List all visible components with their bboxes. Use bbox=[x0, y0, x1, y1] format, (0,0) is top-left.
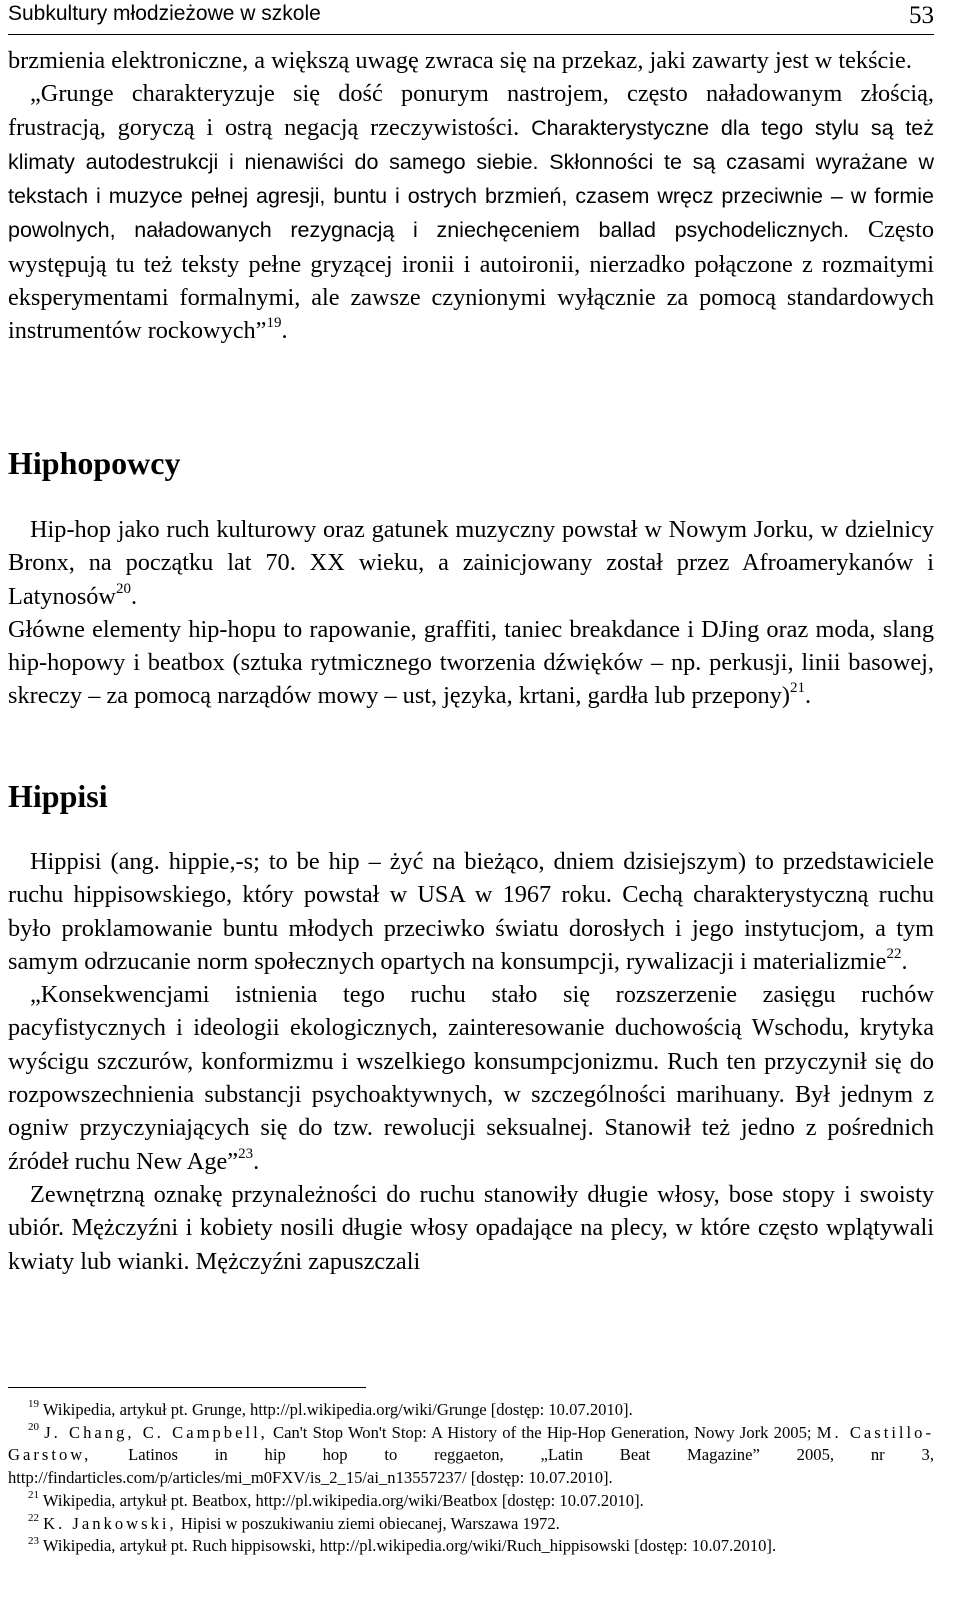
footnote-20 bbox=[8, 1422, 934, 1490]
punctuation: . bbox=[901, 947, 908, 975]
footnote-ref[interactable]: 23 bbox=[238, 1145, 254, 1162]
paragraph bbox=[8, 513, 934, 613]
footnote-number: 23 bbox=[28, 1534, 39, 1547]
paragraph bbox=[8, 845, 934, 978]
footnote-text: Hipisi w poszukiwaniu ziemi obiecanej, Warszawa 1972. bbox=[180, 1513, 560, 1533]
footnote-text: Wikipedia, artykuł pt. Ruch hippisowski, http://pl.wikipedia.org/wiki/Ruch_hippisowski [dostęp: 10.07.2010]. bbox=[42, 1536, 777, 1556]
footnote-number: 22 bbox=[28, 1511, 39, 1524]
paragraph-text: Zewnętrzną oznakę przynależności do ruchu stanowiły długie włosy, bose stopy i swoisty ubiór. Mężczyźni i kobiety nosili długie włosy opadające na plecy, w które często wplątywali kwiaty lub wianki. Mężczyźni zapuszczali bbox=[8, 1180, 934, 1275]
footnote-author: M. Castillo-Garstow, bbox=[8, 1422, 934, 1465]
paragraph-text: Główne elementy hip-hopu to rapowanie, graffiti, taniec breakdance i DJing oraz moda, slang hip-hopowy i beatbox (sztuka rytmicznego tworzenia dźwięków – np. perkusji, linii basowej, skreczy – za pomocą narządów mowy – ust, języka, krtani, gardła lub przepony) bbox=[8, 615, 934, 710]
paragraph-text: „Konsekwencjami istnienia tego ruchu stało się rozszerzenie zasięgu ruchów pacyfistycznych i ideologii ekologicznych, zainteresowanie duchowością Wschodu, krytyka wyścigu szczurów, konformizmu i wszelkiego konsumpcjonizmu. Ruch ten przyczynił się do rozpowszechnienia substancji psychoaktywnych, w szczególności marihuany. Był jednym z ogniw przyczyniających się do tzw. rewolucji seksualnej. Stanowił też jedno z pośrednich źródeł ruchu New Age” bbox=[8, 981, 934, 1175]
page-number: 53 bbox=[909, 2, 934, 29]
footnote-number: 21 bbox=[28, 1489, 39, 1502]
paragraph-text: Często występują tu też teksty pełne gryzącej ironii i autoironii, nierzadko połączone z rozmaitymi eksperymentami formalnymi, ale zawsze czynionymi wyłącznie za pomocą standardowych instrumentów rockowych” bbox=[8, 216, 935, 345]
paragraph-text: „Grunge charakteryzuje się dość ponurym nastrojem, często naładowanym złością, frustracją, goryczą i ostrą negacją rzeczywistości. bbox=[8, 80, 934, 141]
footnote-ref[interactable]: 21 bbox=[789, 680, 805, 697]
paragraph-text: Hip-hop jako ruch kulturowy oraz gatunek muzyczny powstał w Nowym Jorku, w dzielnicy Bronx, na początku lat 70. XX wieku, a zainicjowany został przez Afroamerykanów i Latynosów bbox=[8, 516, 934, 610]
quote-paragraph bbox=[8, 77, 934, 347]
section-hiphop-text bbox=[8, 513, 934, 713]
paragraph bbox=[8, 613, 934, 713]
running-header bbox=[8, 0, 934, 35]
punctuation: . bbox=[281, 317, 288, 345]
footnote-text: Latinos in hip hop to reggaeton, „Latin Beat Magazine” 2005, nr 3, http://findarticles.com/p/articles/mi_m0FXV/is_2_15/ai_n13557237/ [dostęp: 10.07.2010]. bbox=[8, 1445, 934, 1488]
footnote-author: K. Jankowski, bbox=[43, 1513, 177, 1533]
paragraph bbox=[8, 1178, 934, 1278]
section-grunge-text bbox=[8, 44, 934, 348]
footnote-text: Can't Stop Won't Stop: A History of the Hip-Hop Generation, Nowy Jork 2005; bbox=[273, 1422, 812, 1442]
quote-paragraph bbox=[8, 978, 934, 1178]
footnote-text: Wikipedia, artykuł pt. Beatbox, http://pl.wikipedia.org/wiki/Beatbox [dostęp: 10.07.2010]. bbox=[42, 1490, 644, 1510]
footnote-22 bbox=[8, 1513, 934, 1536]
footnote-text: Wikipedia, artykuł pt. Grunge, http://pl.wikipedia.org/wiki/Grunge [dostęp: 10.07.2010]. bbox=[42, 1400, 633, 1419]
punctuation: . bbox=[804, 682, 812, 710]
running-title: Subkultury młodzieżowe w szkole bbox=[8, 2, 321, 25]
footnote-ref[interactable]: 19 bbox=[266, 315, 282, 332]
paragraph bbox=[8, 44, 934, 77]
heading-hippisi: Hippisi bbox=[8, 778, 108, 814]
paragraph-text: Hippisi (ang. hippie,-s; to be hip – żyć na bieżąco, dniem dzisiejszym) to przedstawiciele ruchu hippisowskiego, który powstał w USA w 1967 roku. Cechą charakterystyczną ruchu było proklamowanie buntu młodych przeciwko światu dorosłych i jego instytucjom, a tym samym odrzucanie norm społecznych opartych na konsumpcji, rywalizacji i materializmie bbox=[8, 848, 934, 975]
footnote-number: 20 bbox=[28, 1421, 39, 1434]
footnote-23 bbox=[8, 1535, 934, 1558]
paragraph-text: brzmienia elektroniczne, a większą uwagę zwraca się na przekaz, jaki zawarty jest w tekście. bbox=[8, 47, 912, 74]
footnote-author: J. Chang, C. Campbell, bbox=[44, 1422, 268, 1442]
footnote-ref[interactable]: 20 bbox=[115, 580, 131, 597]
footnote-21 bbox=[8, 1490, 934, 1513]
footnote-separator bbox=[8, 1387, 366, 1388]
footnotes bbox=[8, 1399, 934, 1558]
punctuation: . bbox=[130, 582, 138, 610]
footnote-number: 19 bbox=[28, 1398, 39, 1411]
paragraph-text: Charakterystyczne dla tego stylu są też klimaty autodestrukcji i nienawiści do samego siebie. Skłonności te są czasami wyrażane w tekstach i muzyce pełnej agresji, buntu i ostrych brzmień, czasem wręcz przeciwnie – w formie powolnych, naładowanych rezygnacją i zniechęceniem ballad psychodelicznych. bbox=[8, 115, 934, 243]
section-hippisi-text bbox=[8, 845, 934, 1278]
heading-hiphopowcy: Hiphopowcy bbox=[8, 445, 181, 481]
footnote-19 bbox=[8, 1399, 934, 1422]
footnote-ref[interactable]: 22 bbox=[886, 945, 902, 962]
punctuation: . bbox=[253, 1147, 260, 1175]
